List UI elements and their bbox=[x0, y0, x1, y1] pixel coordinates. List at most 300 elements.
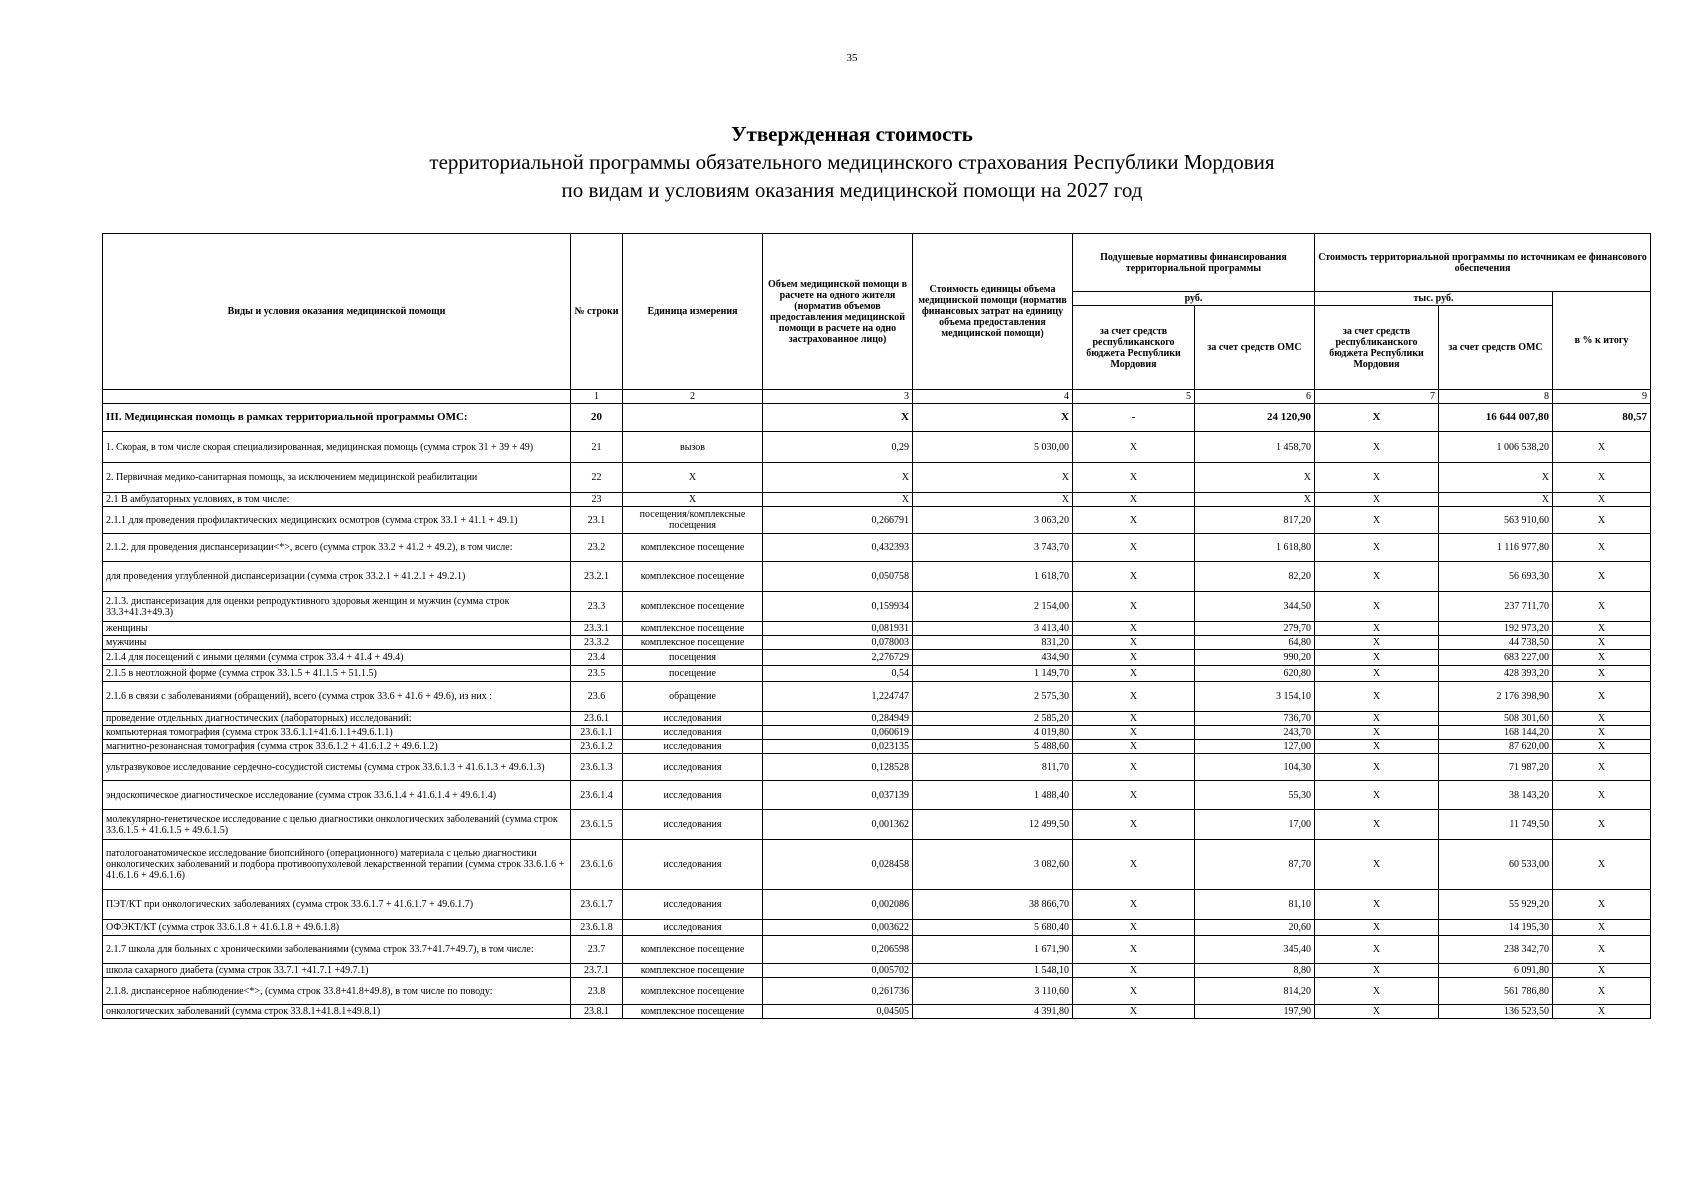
row-cost-budget: X bbox=[1315, 636, 1439, 650]
row-per-capita-budget: X bbox=[1073, 810, 1195, 840]
column-number: 3 bbox=[763, 390, 913, 404]
row-unit: исследования bbox=[623, 740, 763, 754]
row-unit: комплексное посещение bbox=[623, 1005, 763, 1019]
row-cost-oms: 237 711,70 bbox=[1439, 592, 1553, 622]
row-cost-budget: X bbox=[1315, 507, 1439, 534]
row-volume: 2,276729 bbox=[763, 650, 913, 666]
row-cost-budget: X bbox=[1315, 404, 1439, 432]
row-name: 2.1.8. диспансерное наблюдение<*>, (сумма строк 33.8+41.8+49.8), в том числе по поводу: bbox=[103, 978, 571, 1005]
row-cost-oms: 508 301,60 bbox=[1439, 712, 1553, 726]
row-volume: X bbox=[763, 404, 913, 432]
row-line-number: 23.6.1.5 bbox=[571, 810, 623, 840]
row-unit-cost: 811,70 bbox=[913, 754, 1073, 781]
row-unit-cost: 3 110,60 bbox=[913, 978, 1073, 1005]
table-body bbox=[103, 404, 1651, 1019]
table-row bbox=[103, 650, 1651, 666]
row-cost-oms: 71 987,20 bbox=[1439, 754, 1553, 781]
row-volume: 0,128528 bbox=[763, 754, 913, 781]
row-volume: 0,432393 bbox=[763, 534, 913, 562]
row-per-capita-oms: 127,00 bbox=[1195, 740, 1315, 754]
column-number: 2 bbox=[623, 390, 763, 404]
row-name: онкологических заболеваний (сумма строк 33.8.1+41.8.1+49.8.1) bbox=[103, 1005, 571, 1019]
row-per-capita-oms: 8,80 bbox=[1195, 964, 1315, 978]
row-percent: X bbox=[1553, 1005, 1651, 1019]
row-unit-cost: 3 743,70 bbox=[913, 534, 1073, 562]
row-per-capita-oms: 104,30 bbox=[1195, 754, 1315, 781]
row-unit-cost: X bbox=[913, 463, 1073, 493]
row-name: 2.1.7 школа для больных с хроническими заболеваниями (сумма строк 33.7+41.7+49.7), в том числе: bbox=[103, 936, 571, 964]
row-unit: обращение bbox=[623, 682, 763, 712]
column-number: 5 bbox=[1073, 390, 1195, 404]
row-cost-budget: X bbox=[1315, 666, 1439, 682]
header-per-capita-group: Подушевые нормативы финансирования территориальной программы bbox=[1073, 234, 1315, 292]
row-cost-oms: 168 144,20 bbox=[1439, 726, 1553, 740]
row-cost-budget: X bbox=[1315, 964, 1439, 978]
table-row bbox=[103, 890, 1651, 920]
row-volume: 0,159934 bbox=[763, 592, 913, 622]
row-percent: X bbox=[1553, 507, 1651, 534]
row-cost-budget: X bbox=[1315, 890, 1439, 920]
row-per-capita-budget: X bbox=[1073, 507, 1195, 534]
row-name: 2.1.5 в неотложной форме (сумма строк 33.1.5 + 41.1.5 + 51.1.5) bbox=[103, 666, 571, 682]
row-unit: комплексное посещение bbox=[623, 622, 763, 636]
row-cost-oms: 561 786,80 bbox=[1439, 978, 1553, 1005]
table-row bbox=[103, 920, 1651, 936]
row-per-capita-budget: X bbox=[1073, 592, 1195, 622]
row-cost-budget: X bbox=[1315, 740, 1439, 754]
header-cost-group: Стоимость территориальной программы по источникам ее финансового обеспечения bbox=[1315, 234, 1651, 292]
row-volume: 0,081931 bbox=[763, 622, 913, 636]
row-per-capita-budget: X bbox=[1073, 712, 1195, 726]
row-unit: комплексное посещение bbox=[623, 592, 763, 622]
row-unit: исследования bbox=[623, 840, 763, 890]
row-percent: X bbox=[1553, 920, 1651, 936]
row-name: 2.1.6 в связи с заболеваниями (обращений), всего (сумма строк 33.6 + 41.6 + 49.6), из них : bbox=[103, 682, 571, 712]
row-name: 1. Скорая, в том числе скорая специализированная, медицинская помощь (сумма строк 31 + 39 + 49) bbox=[103, 432, 571, 463]
row-name: 2.1.4 для посещений с иными целями (сумма строк 33.4 + 41.4 + 49.4) bbox=[103, 650, 571, 666]
row-unit-cost: 12 499,50 bbox=[913, 810, 1073, 840]
row-unit: комплексное посещение bbox=[623, 978, 763, 1005]
row-per-capita-oms: 990,20 bbox=[1195, 650, 1315, 666]
row-per-capita-budget: X bbox=[1073, 622, 1195, 636]
row-unit: комплексное посещение bbox=[623, 534, 763, 562]
row-volume: 0,29 bbox=[763, 432, 913, 463]
row-line-number: 23.2.1 bbox=[571, 562, 623, 592]
table-row bbox=[103, 754, 1651, 781]
row-line-number: 23.6.1.6 bbox=[571, 840, 623, 890]
row-cost-budget: X bbox=[1315, 936, 1439, 964]
row-name: компьютерная томография (сумма строк 33.6.1.1+41.6.1.1+49.6.1.1) bbox=[103, 726, 571, 740]
header-per-capita-unit: руб. bbox=[1073, 292, 1315, 306]
row-cost-budget: X bbox=[1315, 1005, 1439, 1019]
row-per-capita-budget: X bbox=[1073, 682, 1195, 712]
row-percent: X bbox=[1553, 463, 1651, 493]
column-number bbox=[103, 390, 571, 404]
table-row bbox=[103, 666, 1651, 682]
row-cost-budget: X bbox=[1315, 920, 1439, 936]
row-cost-budget: X bbox=[1315, 534, 1439, 562]
header-unit: Единица измерения bbox=[623, 234, 763, 390]
row-per-capita-budget: X bbox=[1073, 840, 1195, 890]
row-per-capita-oms: 64,80 bbox=[1195, 636, 1315, 650]
row-line-number: 23.8 bbox=[571, 978, 623, 1005]
row-unit-cost: 1 548,10 bbox=[913, 964, 1073, 978]
row-name: ОФЭКТ/КТ (сумма строк 33.6.1.8 + 41.6.1.8 + 49.6.1.8) bbox=[103, 920, 571, 936]
row-volume: 1,224747 bbox=[763, 682, 913, 712]
row-cost-oms: 87 620,00 bbox=[1439, 740, 1553, 754]
row-unit: исследования bbox=[623, 726, 763, 740]
row-line-number: 23.6 bbox=[571, 682, 623, 712]
row-unit-cost: 3 413,40 bbox=[913, 622, 1073, 636]
row-unit-cost: 38 866,70 bbox=[913, 890, 1073, 920]
row-name: 2.1.3. диспансеризация для оценки репродуктивного здоровья женщин и мужчин (сумма строк 33.3+41.3+49.3) bbox=[103, 592, 571, 622]
row-percent: X bbox=[1553, 562, 1651, 592]
row-unit-cost: 831,20 bbox=[913, 636, 1073, 650]
row-cost-oms: 136 523,50 bbox=[1439, 1005, 1553, 1019]
row-per-capita-budget: X bbox=[1073, 964, 1195, 978]
row-per-capita-budget: X bbox=[1073, 636, 1195, 650]
row-volume: X bbox=[763, 493, 913, 507]
row-percent: X bbox=[1553, 650, 1651, 666]
row-line-number: 23 bbox=[571, 493, 623, 507]
row-per-capita-oms: 55,30 bbox=[1195, 781, 1315, 810]
row-per-capita-oms: 3 154,10 bbox=[1195, 682, 1315, 712]
row-percent: X bbox=[1553, 840, 1651, 890]
row-percent: X bbox=[1553, 534, 1651, 562]
row-cost-oms: 2 176 398,90 bbox=[1439, 682, 1553, 712]
column-number: 7 bbox=[1315, 390, 1439, 404]
page-number: 35 bbox=[846, 52, 858, 64]
row-name: мужчины bbox=[103, 636, 571, 650]
row-cost-budget: X bbox=[1315, 463, 1439, 493]
row-cost-budget: X bbox=[1315, 712, 1439, 726]
row-cost-budget: X bbox=[1315, 622, 1439, 636]
row-per-capita-budget: X bbox=[1073, 493, 1195, 507]
row-line-number: 23.6.1.7 bbox=[571, 890, 623, 920]
row-unit-cost: X bbox=[913, 404, 1073, 432]
row-percent: X bbox=[1553, 890, 1651, 920]
row-line-number: 23.6.1.8 bbox=[571, 920, 623, 936]
row-unit: комплексное посещение bbox=[623, 936, 763, 964]
row-per-capita-budget: X bbox=[1073, 978, 1195, 1005]
row-line-number: 23.7.1 bbox=[571, 964, 623, 978]
row-cost-budget: X bbox=[1315, 432, 1439, 463]
row-cost-oms: 683 227,00 bbox=[1439, 650, 1553, 666]
table-row bbox=[103, 740, 1651, 754]
row-per-capita-oms: 345,40 bbox=[1195, 936, 1315, 964]
row-per-capita-oms: 81,10 bbox=[1195, 890, 1315, 920]
row-cost-oms: X bbox=[1439, 463, 1553, 493]
row-cost-oms: 1 116 977,80 bbox=[1439, 534, 1553, 562]
row-unit: исследования bbox=[623, 712, 763, 726]
row-volume: 0,04505 bbox=[763, 1005, 913, 1019]
row-line-number: 23.6.1.1 bbox=[571, 726, 623, 740]
row-name: эндоскопическое диагностическое исследование (сумма строк 33.6.1.4 + 41.6.1.4 + 49.6.1.4) bbox=[103, 781, 571, 810]
row-cost-budget: X bbox=[1315, 650, 1439, 666]
row-name: 2.1.1 для проведения профилактических медицинских осмотров (сумма строк 33.1 + 41.1 + 49.1) bbox=[103, 507, 571, 534]
row-unit: исследования bbox=[623, 890, 763, 920]
row-name: 2.1.2. для проведения диспансеризации<*>, всего (сумма строк 33.2 + 41.2 + 49.2), в том числе: bbox=[103, 534, 571, 562]
table-row bbox=[103, 1005, 1651, 1019]
row-volume: 0,206598 bbox=[763, 936, 913, 964]
row-unit-cost: 5 488,60 bbox=[913, 740, 1073, 754]
row-name: для проведения углубленной диспансеризации (сумма строк 33.2.1 + 41.2.1 + 49.2.1) bbox=[103, 562, 571, 592]
table-row bbox=[103, 840, 1651, 890]
document-title: Утвержденная стоимость bbox=[731, 122, 973, 146]
row-unit: X bbox=[623, 493, 763, 507]
row-line-number: 23.4 bbox=[571, 650, 623, 666]
row-cost-budget: X bbox=[1315, 493, 1439, 507]
row-percent: X bbox=[1553, 754, 1651, 781]
row-name: школа сахарного диабета (сумма строк 33.7.1 +41.7.1 +49.7.1) bbox=[103, 964, 571, 978]
row-percent: X bbox=[1553, 592, 1651, 622]
row-cost-oms: 55 929,20 bbox=[1439, 890, 1553, 920]
row-per-capita-oms: 1 458,70 bbox=[1195, 432, 1315, 463]
table-row bbox=[103, 507, 1651, 534]
row-line-number: 20 bbox=[571, 404, 623, 432]
table-row bbox=[103, 682, 1651, 712]
row-cost-oms: 11 749,50 bbox=[1439, 810, 1553, 840]
row-volume: 0,078003 bbox=[763, 636, 913, 650]
row-unit-cost: 1 618,70 bbox=[913, 562, 1073, 592]
row-cost-oms: 238 342,70 bbox=[1439, 936, 1553, 964]
row-percent: X bbox=[1553, 636, 1651, 650]
row-unit-cost: 1 149,70 bbox=[913, 666, 1073, 682]
table-row bbox=[103, 463, 1651, 493]
row-per-capita-oms: 87,70 bbox=[1195, 840, 1315, 890]
table-row bbox=[103, 964, 1651, 978]
row-percent: X bbox=[1553, 493, 1651, 507]
row-cost-oms: 60 533,00 bbox=[1439, 840, 1553, 890]
table-row bbox=[103, 404, 1651, 432]
row-unit-cost: X bbox=[913, 493, 1073, 507]
row-per-capita-oms: 736,70 bbox=[1195, 712, 1315, 726]
row-unit: вызов bbox=[623, 432, 763, 463]
row-line-number: 23.6.1 bbox=[571, 712, 623, 726]
table-row bbox=[103, 636, 1651, 650]
table-row bbox=[103, 562, 1651, 592]
row-volume: 0,003622 bbox=[763, 920, 913, 936]
row-volume: 0,001362 bbox=[763, 810, 913, 840]
row-percent: X bbox=[1553, 936, 1651, 964]
row-percent: X bbox=[1553, 781, 1651, 810]
row-unit-cost: 5 680,40 bbox=[913, 920, 1073, 936]
row-name: проведение отдельных диагностических (лабораторных) исследований: bbox=[103, 712, 571, 726]
header-unit-cost: Стоимость единицы объема медицинской помощи (норматив финансовых затрат на единицу объема предоставления медицинской помощи) bbox=[913, 234, 1073, 390]
row-unit: посещение bbox=[623, 666, 763, 682]
row-per-capita-oms: 243,70 bbox=[1195, 726, 1315, 740]
header-cost-budget: за счет средств республиканского бюджета Республики Мордовия bbox=[1315, 306, 1439, 390]
row-volume: 0,060619 bbox=[763, 726, 913, 740]
row-line-number: 23.7 bbox=[571, 936, 623, 964]
row-per-capita-budget: X bbox=[1073, 890, 1195, 920]
row-name: магнитно-резонансная томография (сумма строк 33.6.1.2 + 41.6.1.2 + 49.6.1.2) bbox=[103, 740, 571, 754]
row-line-number: 23.3.1 bbox=[571, 622, 623, 636]
row-line-number: 21 bbox=[571, 432, 623, 463]
row-volume: 0,54 bbox=[763, 666, 913, 682]
row-per-capita-oms: 17,00 bbox=[1195, 810, 1315, 840]
row-volume: 0,266791 bbox=[763, 507, 913, 534]
row-per-capita-oms: 279,70 bbox=[1195, 622, 1315, 636]
row-per-capita-oms: 1 618,80 bbox=[1195, 534, 1315, 562]
table-row bbox=[103, 432, 1651, 463]
row-cost-oms: X bbox=[1439, 493, 1553, 507]
row-line-number: 22 bbox=[571, 463, 623, 493]
table-row bbox=[103, 592, 1651, 622]
table-row bbox=[103, 534, 1651, 562]
row-name: ПЭТ/КТ при онкологических заболеваниях (сумма строк 33.6.1.7 + 41.6.1.7 + 49.6.1.7) bbox=[103, 890, 571, 920]
row-volume: 0,261736 bbox=[763, 978, 913, 1005]
row-name: 2.1 В амбулаторных условиях, в том числе: bbox=[103, 493, 571, 507]
row-per-capita-oms: X bbox=[1195, 493, 1315, 507]
document-subtitle-line-1: территориальной программы обязательного медицинского страхования Республики Мордовия bbox=[429, 150, 1275, 174]
row-name: 2. Первичная медико-санитарная помощь, за исключением медицинской реабилитации bbox=[103, 463, 571, 493]
row-per-capita-budget: - bbox=[1073, 404, 1195, 432]
column-number: 6 bbox=[1195, 390, 1315, 404]
row-unit: X bbox=[623, 463, 763, 493]
row-percent: X bbox=[1553, 712, 1651, 726]
header-line-no: № строки bbox=[571, 234, 623, 390]
row-line-number: 23.8.1 bbox=[571, 1005, 623, 1019]
row-per-capita-oms: 20,60 bbox=[1195, 920, 1315, 936]
row-per-capita-budget: X bbox=[1073, 463, 1195, 493]
row-unit-cost: 1 488,40 bbox=[913, 781, 1073, 810]
row-line-number: 23.1 bbox=[571, 507, 623, 534]
row-unit: комплексное посещение bbox=[623, 562, 763, 592]
row-percent: X bbox=[1553, 682, 1651, 712]
row-per-capita-oms: 344,50 bbox=[1195, 592, 1315, 622]
row-per-capita-budget: X bbox=[1073, 781, 1195, 810]
row-name: женщины bbox=[103, 622, 571, 636]
row-volume: 0,050758 bbox=[763, 562, 913, 592]
row-percent: X bbox=[1553, 978, 1651, 1005]
row-unit-cost: 4 019,80 bbox=[913, 726, 1073, 740]
row-cost-budget: X bbox=[1315, 810, 1439, 840]
row-percent: 80,57 bbox=[1553, 404, 1651, 432]
row-line-number: 23.6.1.4 bbox=[571, 781, 623, 810]
row-volume: 0,284949 bbox=[763, 712, 913, 726]
row-unit-cost: 2 585,20 bbox=[913, 712, 1073, 726]
row-unit-cost: 2 575,30 bbox=[913, 682, 1073, 712]
row-cost-budget: X bbox=[1315, 592, 1439, 622]
row-unit: исследования bbox=[623, 754, 763, 781]
row-unit: комплексное посещение bbox=[623, 964, 763, 978]
row-volume: 0,037139 bbox=[763, 781, 913, 810]
row-cost-budget: X bbox=[1315, 726, 1439, 740]
row-cost-oms: 6 091,80 bbox=[1439, 964, 1553, 978]
row-cost-budget: X bbox=[1315, 840, 1439, 890]
row-unit-cost: 4 391,80 bbox=[913, 1005, 1073, 1019]
row-per-capita-budget: X bbox=[1073, 740, 1195, 754]
row-per-capita-budget: X bbox=[1073, 650, 1195, 666]
row-volume: 0,005702 bbox=[763, 964, 913, 978]
row-line-number: 23.6.1.2 bbox=[571, 740, 623, 754]
row-per-capita-oms: 817,20 bbox=[1195, 507, 1315, 534]
row-per-capita-budget: X bbox=[1073, 936, 1195, 964]
row-per-capita-oms: 82,20 bbox=[1195, 562, 1315, 592]
table-row bbox=[103, 726, 1651, 740]
row-line-number: 23.5 bbox=[571, 666, 623, 682]
header-percent: в % к итогу bbox=[1553, 292, 1651, 390]
row-name: ультразвуковое исследование сердечно-сосудистой системы (сумма строк 33.6.1.3 + 41.6.1.3 + 49.6.1.3) bbox=[103, 754, 571, 781]
row-unit: посещения bbox=[623, 650, 763, 666]
column-number: 9 bbox=[1553, 390, 1651, 404]
row-per-capita-budget: X bbox=[1073, 726, 1195, 740]
row-percent: X bbox=[1553, 726, 1651, 740]
row-per-capita-oms: 620,80 bbox=[1195, 666, 1315, 682]
row-unit: исследования bbox=[623, 781, 763, 810]
row-volume: 0,028458 bbox=[763, 840, 913, 890]
header-per-capita-budget: за счет средств республиканского бюджета Республики Мордовия bbox=[1073, 306, 1195, 390]
row-line-number: 23.3 bbox=[571, 592, 623, 622]
row-cost-oms: 428 393,20 bbox=[1439, 666, 1553, 682]
row-unit-cost: 2 154,00 bbox=[913, 592, 1073, 622]
table-row bbox=[103, 712, 1651, 726]
row-unit-cost: 434,90 bbox=[913, 650, 1073, 666]
row-per-capita-oms: 197,90 bbox=[1195, 1005, 1315, 1019]
document-subtitle-line-2: по видам и условиям оказания медицинской помощи на 2027 год bbox=[561, 178, 1143, 202]
row-cost-oms: 563 910,60 bbox=[1439, 507, 1553, 534]
row-per-capita-budget: X bbox=[1073, 754, 1195, 781]
cost-table bbox=[102, 233, 1651, 1019]
row-line-number: 23.6.1.3 bbox=[571, 754, 623, 781]
row-line-number: 23.3.2 bbox=[571, 636, 623, 650]
row-unit-cost: 1 671,90 bbox=[913, 936, 1073, 964]
row-unit: исследования bbox=[623, 810, 763, 840]
row-volume: X bbox=[763, 463, 913, 493]
row-per-capita-budget: X bbox=[1073, 432, 1195, 463]
row-cost-budget: X bbox=[1315, 754, 1439, 781]
row-cost-budget: X bbox=[1315, 781, 1439, 810]
row-unit: исследования bbox=[623, 920, 763, 936]
table-row bbox=[103, 781, 1651, 810]
header-cost-unit: тыс. руб. bbox=[1315, 292, 1553, 306]
row-cost-oms: 16 644 007,80 bbox=[1439, 404, 1553, 432]
header-name: Виды и условия оказания медицинской помощи bbox=[103, 234, 571, 390]
row-volume: 0,023135 bbox=[763, 740, 913, 754]
column-number-row bbox=[103, 390, 1651, 404]
row-cost-budget: X bbox=[1315, 682, 1439, 712]
row-cost-oms: 56 693,30 bbox=[1439, 562, 1553, 592]
row-name: молекулярно-генетическое исследование с целью диагностики онкологических заболеваний (сумма строк 33.6.1.5 + 41.6.1.5 + 49.6.1.5) bbox=[103, 810, 571, 840]
row-cost-oms: 192 973,20 bbox=[1439, 622, 1553, 636]
row-per-capita-oms: 24 120,90 bbox=[1195, 404, 1315, 432]
row-unit-cost: 3 063,20 bbox=[913, 507, 1073, 534]
title-block bbox=[0, 120, 1704, 204]
row-unit: посещения/комплексные посещения bbox=[623, 507, 763, 534]
table-row bbox=[103, 493, 1651, 507]
row-per-capita-budget: X bbox=[1073, 666, 1195, 682]
row-per-capita-budget: X bbox=[1073, 1005, 1195, 1019]
row-cost-oms: 44 738,50 bbox=[1439, 636, 1553, 650]
row-per-capita-oms: 814,20 bbox=[1195, 978, 1315, 1005]
table-row bbox=[103, 978, 1651, 1005]
header-per-capita-oms: за счет средств ОМС bbox=[1195, 306, 1315, 390]
row-cost-budget: X bbox=[1315, 562, 1439, 592]
table-row bbox=[103, 810, 1651, 840]
row-unit-cost: 3 082,60 bbox=[913, 840, 1073, 890]
row-percent: X bbox=[1553, 432, 1651, 463]
row-cost-budget: X bbox=[1315, 978, 1439, 1005]
row-per-capita-oms: X bbox=[1195, 463, 1315, 493]
row-percent: X bbox=[1553, 964, 1651, 978]
header-cost-oms: за счет средств ОМС bbox=[1439, 306, 1553, 390]
row-cost-oms: 14 195,30 bbox=[1439, 920, 1553, 936]
row-percent: X bbox=[1553, 740, 1651, 754]
row-unit: комплексное посещение bbox=[623, 636, 763, 650]
row-percent: X bbox=[1553, 810, 1651, 840]
row-name: III. Медицинская помощь в рамках территориальной программы ОМС: bbox=[103, 404, 571, 432]
